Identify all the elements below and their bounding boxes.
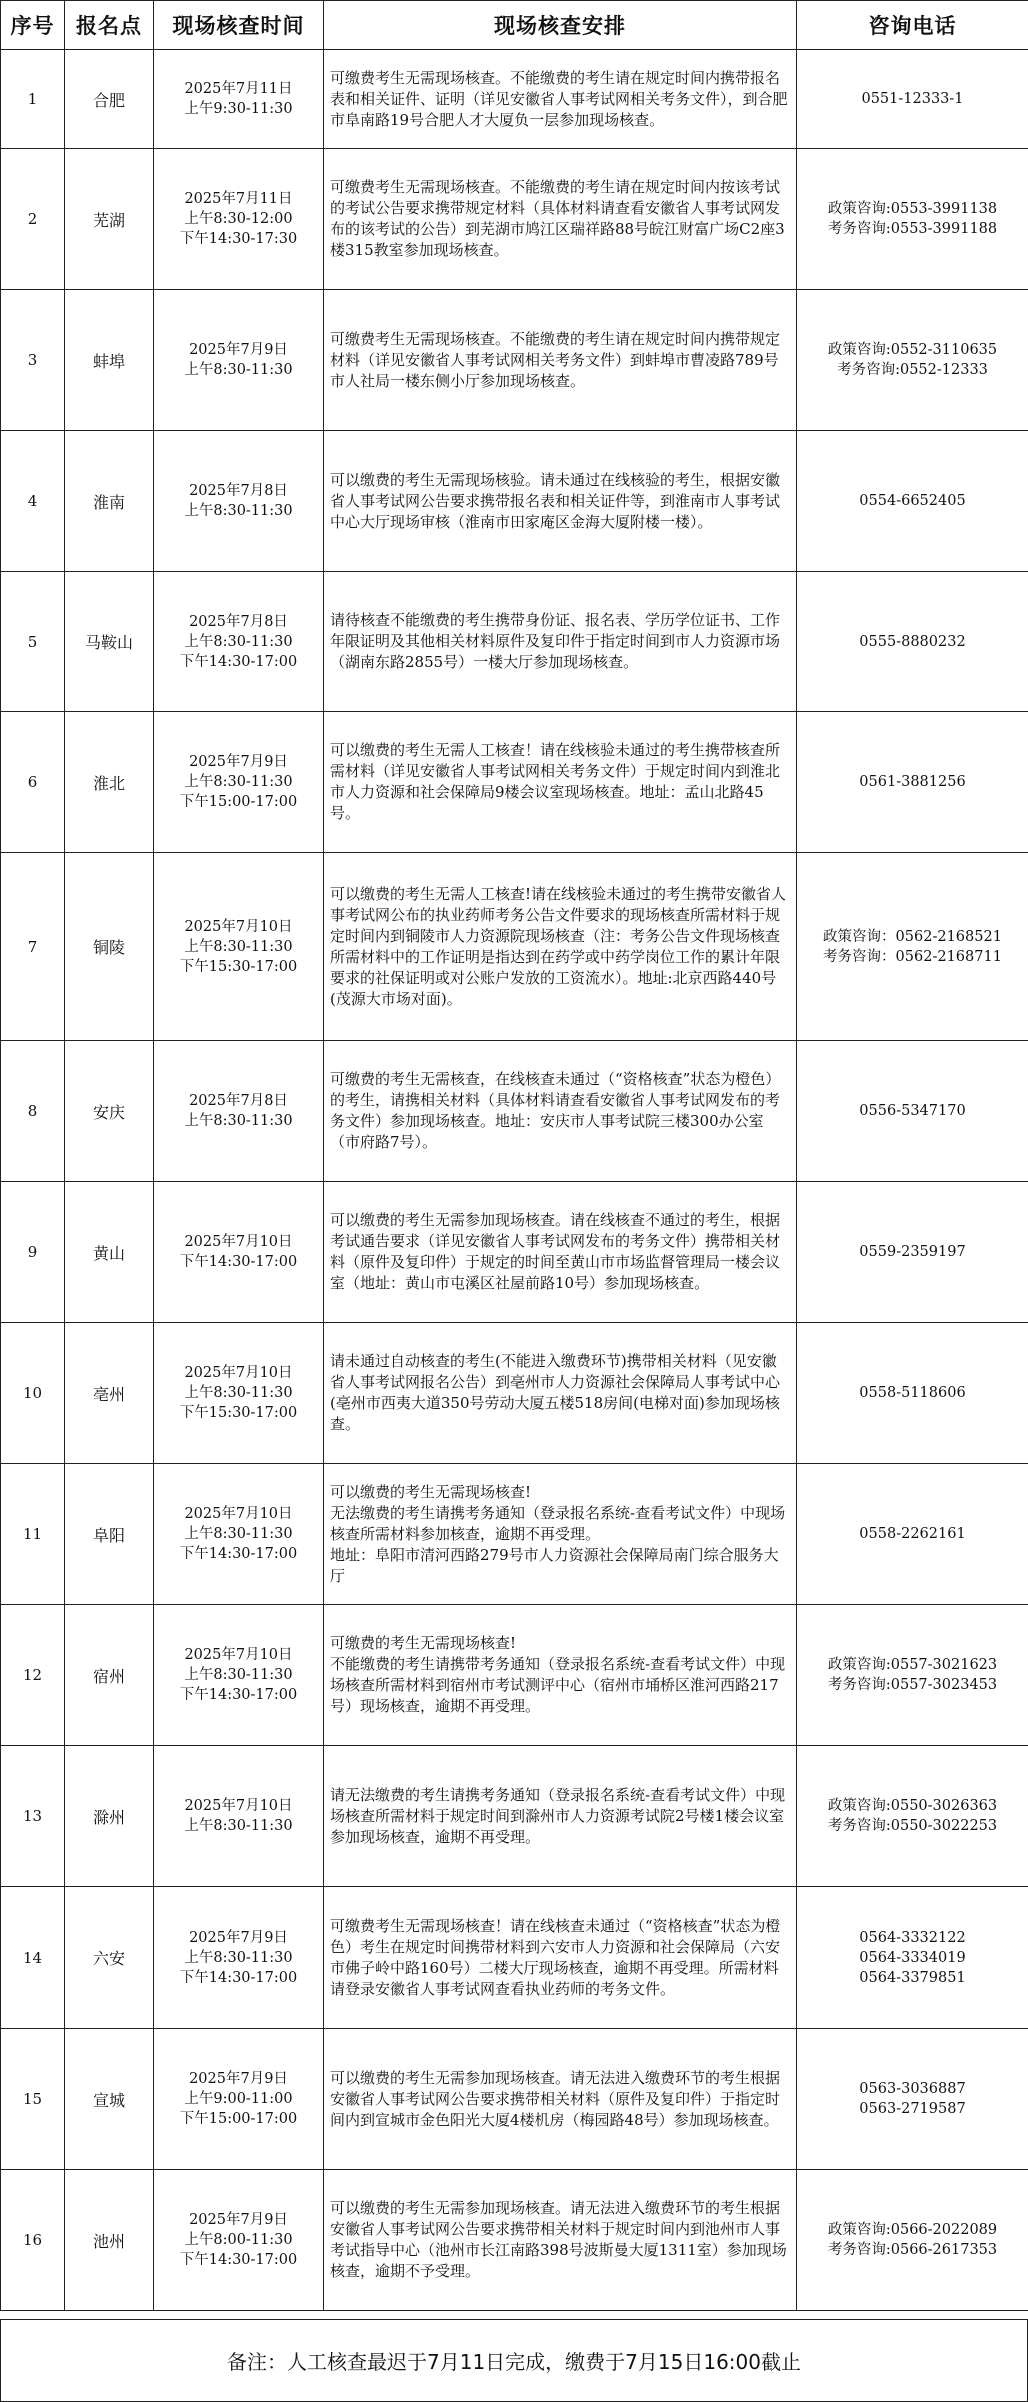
row-number: 4	[1, 431, 65, 572]
registration-location: 亳州	[65, 1323, 154, 1464]
header-row	[1, 1, 1028, 50]
time-line: 上午8:30-11:30	[184, 362, 293, 378]
row-number: 10	[1, 1323, 65, 1464]
phone-line: 政策咨询:0553-3991138	[827, 201, 998, 217]
time-line: 上午8:30-11:30	[184, 1526, 293, 1542]
registration-location: 池州	[65, 2170, 154, 2311]
phone-line: 0556-5347170	[859, 1103, 966, 1119]
phone-line: 考务咨询:0553-3991188	[827, 221, 998, 237]
time-line: 下午14:30-17:00	[179, 1254, 298, 1270]
row-number: 12	[1, 1605, 65, 1746]
phone-line: 政策咨询:0550-3026363	[827, 1798, 998, 1814]
table-row	[1, 2170, 1028, 2311]
table-body	[1, 50, 1028, 2311]
consult-phone	[797, 50, 1028, 149]
time-line: 2025年7月9日	[189, 2212, 288, 2228]
verification-time	[154, 1887, 324, 2029]
verification-time	[154, 853, 324, 1041]
time-line: 2025年7月10日	[184, 1798, 293, 1814]
verification-plan: 可缴费考生无需现场核查。不能缴费的考生请在规定时间内按该考试的考试公告要求携带规定材料（具体材料请查看安徽省人事考试网发布的该考试的公告）到芜湖市鸠江区瑞祥路88号皖江财富广场C2座3楼315教室参加现场核查。	[324, 149, 797, 290]
row-number: 3	[1, 290, 65, 431]
table-row	[1, 712, 1028, 853]
time-line: 上午8:30-11:30	[184, 1385, 293, 1401]
verification-time	[154, 1464, 324, 1605]
row-number: 6	[1, 712, 65, 853]
time-line: 2025年7月8日	[189, 613, 288, 630]
phone-line: 考务咨询:0552-12333	[837, 362, 988, 378]
time-line: 2025年7月8日	[189, 483, 288, 499]
verification-plan: 可缴费的考生无需核查，在线核查未通过（“资格核查”状态为橙色）的考生，请携相关材料（具体材料请查看安徽省人事考试网发布的考务文件）参加现场核查。地址：安庆市人事考试院三楼300办公室（市府路7号）。	[324, 1041, 797, 1182]
consult-phone	[797, 290, 1028, 431]
phone-line: 政策咨询:0566-2022089	[827, 2222, 998, 2238]
table-row	[1, 2029, 1028, 2170]
consult-phone	[797, 431, 1028, 572]
table-row	[1, 1464, 1028, 1605]
consult-phone	[797, 1887, 1028, 2029]
time-line: 下午14:30-17:30	[179, 231, 298, 247]
phone-line: 考务咨询：0562-2168711	[823, 948, 1002, 965]
row-number: 11	[1, 1464, 65, 1605]
verification-plan: 可缴费考生无需现场核查。不能缴费的考生请在规定时间内携带报名表和相关证件、证明（详见安徽省人事考试网相关考务文件），到合肥市阜南路19号合肥人才大厦负一层参加现场核查。	[324, 50, 797, 149]
phone-line: 0563-3036887	[859, 2081, 966, 2097]
registration-location: 宿州	[65, 1605, 154, 1746]
table-row	[1, 1605, 1028, 1746]
phone-line: 0551-12333-1	[861, 91, 964, 107]
verification-time	[154, 572, 324, 712]
header-location: 报名点	[65, 1, 154, 50]
row-number: 13	[1, 1746, 65, 1887]
registration-location: 合肥	[65, 50, 154, 149]
registration-location: 宣城	[65, 2029, 154, 2170]
time-line: 下午14:30-17:00	[179, 1687, 298, 1703]
table-row	[1, 290, 1028, 431]
verification-plan: 可以缴费的考生无需现场核查! 无法缴费的考生请携考务通知（登录报名系统-查看考试文件）中现场核查所需材料参加核查，逾期不再受理。 地址：阜阳市清河西路279号市人力资源社会保障局南门综合服务大厅	[324, 1464, 797, 1605]
time-line: 上午8:30-11:30	[184, 938, 293, 955]
verification-plan: 可以缴费的考生无需参加现场核查。请无法进入缴费环节的考生根据安徽省人事考试网公告要求携带相关材料（原件及复印件）于指定时间内到宣城市金色阳光大厦4楼机房（梅园路48号）参加现场核查。	[324, 2029, 797, 2170]
verification-time	[154, 290, 324, 431]
registration-location: 六安	[65, 1887, 154, 2029]
time-line: 2025年7月11日	[184, 81, 293, 97]
time-line: 上午8:30-11:30	[184, 1113, 293, 1129]
verification-plan: 可以缴费的考生无需现场核验。请未通过在线核验的考生，根据安徽省人事考试网公告要求携带报名表和相关证件等，到淮南市人事考试中心大厅现场审核（淮南市田家庵区金海大厦附楼一楼）。	[324, 431, 797, 572]
time-line: 上午8:30-12:00	[184, 211, 293, 227]
verification-time	[154, 1323, 324, 1464]
time-line: 2025年7月10日	[184, 1647, 293, 1663]
time-line: 下午15:30-17:00	[179, 958, 298, 975]
row-number: 5	[1, 572, 65, 712]
consult-phone	[797, 1464, 1028, 1605]
registration-location: 淮北	[65, 712, 154, 853]
row-number: 1	[1, 50, 65, 149]
verification-time	[154, 149, 324, 290]
verification-plan: 请待核查不能缴费的考生携带身份证、报名表、学历学位证书、工作年限证明及其他相关材料原件及复印件于指定时间到市人力资源市场（湖南东路2855号）一楼大厅参加现场核查。	[324, 572, 797, 712]
registration-location: 滁州	[65, 1746, 154, 1887]
consult-phone	[797, 712, 1028, 853]
time-line: 上午8:30-11:30	[184, 774, 293, 790]
registration-location: 蚌埠	[65, 290, 154, 431]
time-line: 下午15:30-17:00	[179, 1405, 298, 1421]
header-no: 序号	[1, 1, 65, 50]
phone-line: 0554-6652405	[859, 493, 966, 509]
phone-line: 0564-3334019	[859, 1949, 966, 1966]
phone-line: 0559-2359197	[859, 1244, 966, 1260]
time-line: 下午14:30-17:00	[179, 1546, 298, 1562]
time-line: 2025年7月10日	[184, 1365, 293, 1381]
phone-line: 考务咨询:0557-3023453	[827, 1677, 998, 1693]
time-line: 上午8:30-11:30	[184, 1667, 293, 1683]
phone-line: 0561-3881256	[859, 774, 966, 790]
registration-location: 芜湖	[65, 149, 154, 290]
verification-plan: 可缴费的考生无需现场核查! 不能缴费的考生请携带考务通知（登录报名系统-查看考试文件）中现场核查所需材料到宿州市考试测评中心（宿州市埇桥区淮河西路217号）现场核查，逾期不再受理。	[324, 1605, 797, 1746]
verification-plan: 可以缴费的考生无需人工核查！请在线核验未通过的考生携带核查所需材料（详见安徽省人事考试网相关考务文件）于规定时间内到淮北市人力资源和社会保障局9楼会议室现场核查。地址：孟山北路45号。	[324, 712, 797, 853]
time-line: 下午15:00-17:00	[179, 2111, 298, 2127]
consult-phone	[797, 1041, 1028, 1182]
time-line: 上午8:30-11:30	[184, 1949, 293, 1966]
header-plan: 现场核查安排	[324, 1, 797, 50]
table-row	[1, 1323, 1028, 1464]
verification-time	[154, 1746, 324, 1887]
registration-location: 马鞍山	[65, 572, 154, 712]
time-line: 2025年7月10日	[184, 1506, 293, 1522]
time-line: 2025年7月10日	[184, 918, 293, 935]
row-number: 14	[1, 1887, 65, 2029]
verification-plan: 可缴费考生无需现场核查！请在线核查未通过（“资格核查”状态为橙色）考生在规定时间携带材料到六安市人力资源和社会保障局（六安市佛子岭中路160号）二楼大厅现场核查，逾期不再受理。所需材料请登录安徽省人事考试网查看执业药师的考务文件。	[324, 1887, 797, 2029]
phone-line: 政策咨询：0562-2168521	[823, 928, 1002, 945]
footnote: 备注：人工核查最迟于7月11日完成，缴费于7月15日16:00截止	[0, 2319, 1028, 2402]
table-row	[1, 149, 1028, 290]
registration-location: 阜阳	[65, 1464, 154, 1605]
phone-line: 考务咨询:0566-2617353	[827, 2242, 998, 2258]
registration-location: 黄山	[65, 1182, 154, 1323]
time-line: 2025年7月11日	[184, 191, 293, 207]
row-number: 9	[1, 1182, 65, 1323]
verification-plan: 可以缴费的考生无需参加现场核查。请无法进入缴费环节的考生根据安徽省人事考试网公告要求携带相关材料于规定时间内到池州市人事考试指导中心（池州市长江南路398号波斯曼大厦1311室）参加现场核查，逾期不予受理。	[324, 2170, 797, 2311]
verification-plan: 可缴费考生无需现场核查。不能缴费的考生请在规定时间内携带规定材料（详见安徽省人事考试网相关考务文件）到蚌埠市曹凌路789号市人社局一楼东侧小厅参加现场核查。	[324, 290, 797, 431]
consult-phone	[797, 1182, 1028, 1323]
row-number: 7	[1, 853, 65, 1041]
verification-time	[154, 431, 324, 572]
verification-time	[154, 2170, 324, 2311]
table-row	[1, 1041, 1028, 1182]
verification-time	[154, 2029, 324, 2170]
time-line: 2025年7月9日	[189, 2071, 288, 2087]
verification-time	[154, 1041, 324, 1182]
row-number: 2	[1, 149, 65, 290]
phone-line: 政策咨询:0552-3110635	[827, 342, 998, 358]
table-row	[1, 853, 1028, 1041]
verification-time	[154, 1182, 324, 1323]
verification-plan: 请无法缴费的考生请携考务通知（登录报名系统-查看考试文件）中现场核查所需材料于规定时间到滁州市人力资源考试院2号楼1楼会议室参加现场核查，逾期不再受理。	[324, 1746, 797, 1887]
time-line: 上午8:30-11:30	[184, 1818, 293, 1834]
consult-phone	[797, 1746, 1028, 1887]
time-line: 2025年7月9日	[189, 754, 288, 770]
verification-plan: 请未通过自动核查的考生(不能进入缴费环节)携带相关材料（见安徽省人事考试网报名公告）到亳州市人力资源社会保障局人事考试中心(亳州市西夷大道350号劳动大厦五楼518房间(电梯对面)参加现场核查。	[324, 1323, 797, 1464]
table-row	[1, 1182, 1028, 1323]
time-line: 下午14:30-17:00	[179, 1969, 298, 1986]
phone-line: 政策咨询:0557-3021623	[827, 1657, 998, 1673]
time-line: 下午14:30-17:00	[179, 2252, 298, 2268]
time-line: 上午8:30-11:30	[184, 503, 293, 519]
table-row	[1, 572, 1028, 712]
consult-phone	[797, 1323, 1028, 1464]
verification-time	[154, 712, 324, 853]
consult-phone	[797, 2170, 1028, 2311]
time-line: 2025年7月10日	[184, 1234, 293, 1250]
consult-phone	[797, 1605, 1028, 1746]
time-line: 2025年7月9日	[189, 1929, 288, 1946]
time-line: 上午9:00-11:00	[184, 2091, 293, 2107]
registration-location: 铜陵	[65, 853, 154, 1041]
table-row	[1, 1746, 1028, 1887]
phone-line: 0555-8880232	[859, 633, 966, 650]
verification-time	[154, 1605, 324, 1746]
phone-line: 0564-3379851	[859, 1969, 966, 1986]
row-number: 15	[1, 2029, 65, 2170]
time-line: 上午8:30-11:30	[184, 633, 293, 650]
time-line: 2025年7月9日	[189, 342, 288, 358]
phone-line: 0564-3332122	[859, 1929, 966, 1946]
verification-plan: 可以缴费的考生无需人工核查!请在线核验未通过的考生携带安徽省人事考试网公布的执业药师考务公告文件要求的现场核查所需材料于规定时间内到铜陵市人力资源院现场核查（注：考务公告文件现场核查所需材料中的工作证明是指达到在药学或中药学岗位工作的累计年限要求的社保证明或对公账户发放的工资流水）。地址:北京西路440号(茂源大市场对面)。	[324, 853, 797, 1041]
table-row	[1, 1887, 1028, 2029]
time-line: 上午9:30-11:30	[184, 101, 293, 117]
phone-line: 0558-2262161	[859, 1526, 966, 1542]
phone-line: 考务咨询:0550-3022253	[827, 1818, 998, 1834]
consult-phone	[797, 572, 1028, 712]
phone-line: 0558-5118606	[859, 1385, 966, 1401]
row-number: 8	[1, 1041, 65, 1182]
time-line: 上午8:00-11:30	[184, 2232, 293, 2248]
row-number: 16	[1, 2170, 65, 2311]
time-line: 2025年7月8日	[189, 1093, 288, 1109]
registration-location: 安庆	[65, 1041, 154, 1182]
time-line: 下午14:30-17:00	[179, 653, 298, 670]
consult-phone	[797, 853, 1028, 1041]
time-line: 下午15:00-17:00	[179, 794, 298, 810]
table-row	[1, 431, 1028, 572]
phone-line: 0563-2719587	[859, 2101, 966, 2117]
table-row	[1, 50, 1028, 149]
verification-plan: 可以缴费的考生无需参加现场核查。请在线核查不通过的考生，根据考试通告要求（详见安徽省人事考试网发布的考务文件）携带相关材料（原件及复印件）于规定的时间至黄山市市场监督管理局一楼会议室（地址：黄山市屯溪区社屋前路10号）参加现场核查。	[324, 1182, 797, 1323]
header-phone: 咨询电话	[797, 1, 1028, 50]
consult-phone	[797, 149, 1028, 290]
verification-time	[154, 50, 324, 149]
header-time: 现场核查时间	[154, 1, 324, 50]
consult-phone	[797, 2029, 1028, 2170]
registration-location: 淮南	[65, 431, 154, 572]
